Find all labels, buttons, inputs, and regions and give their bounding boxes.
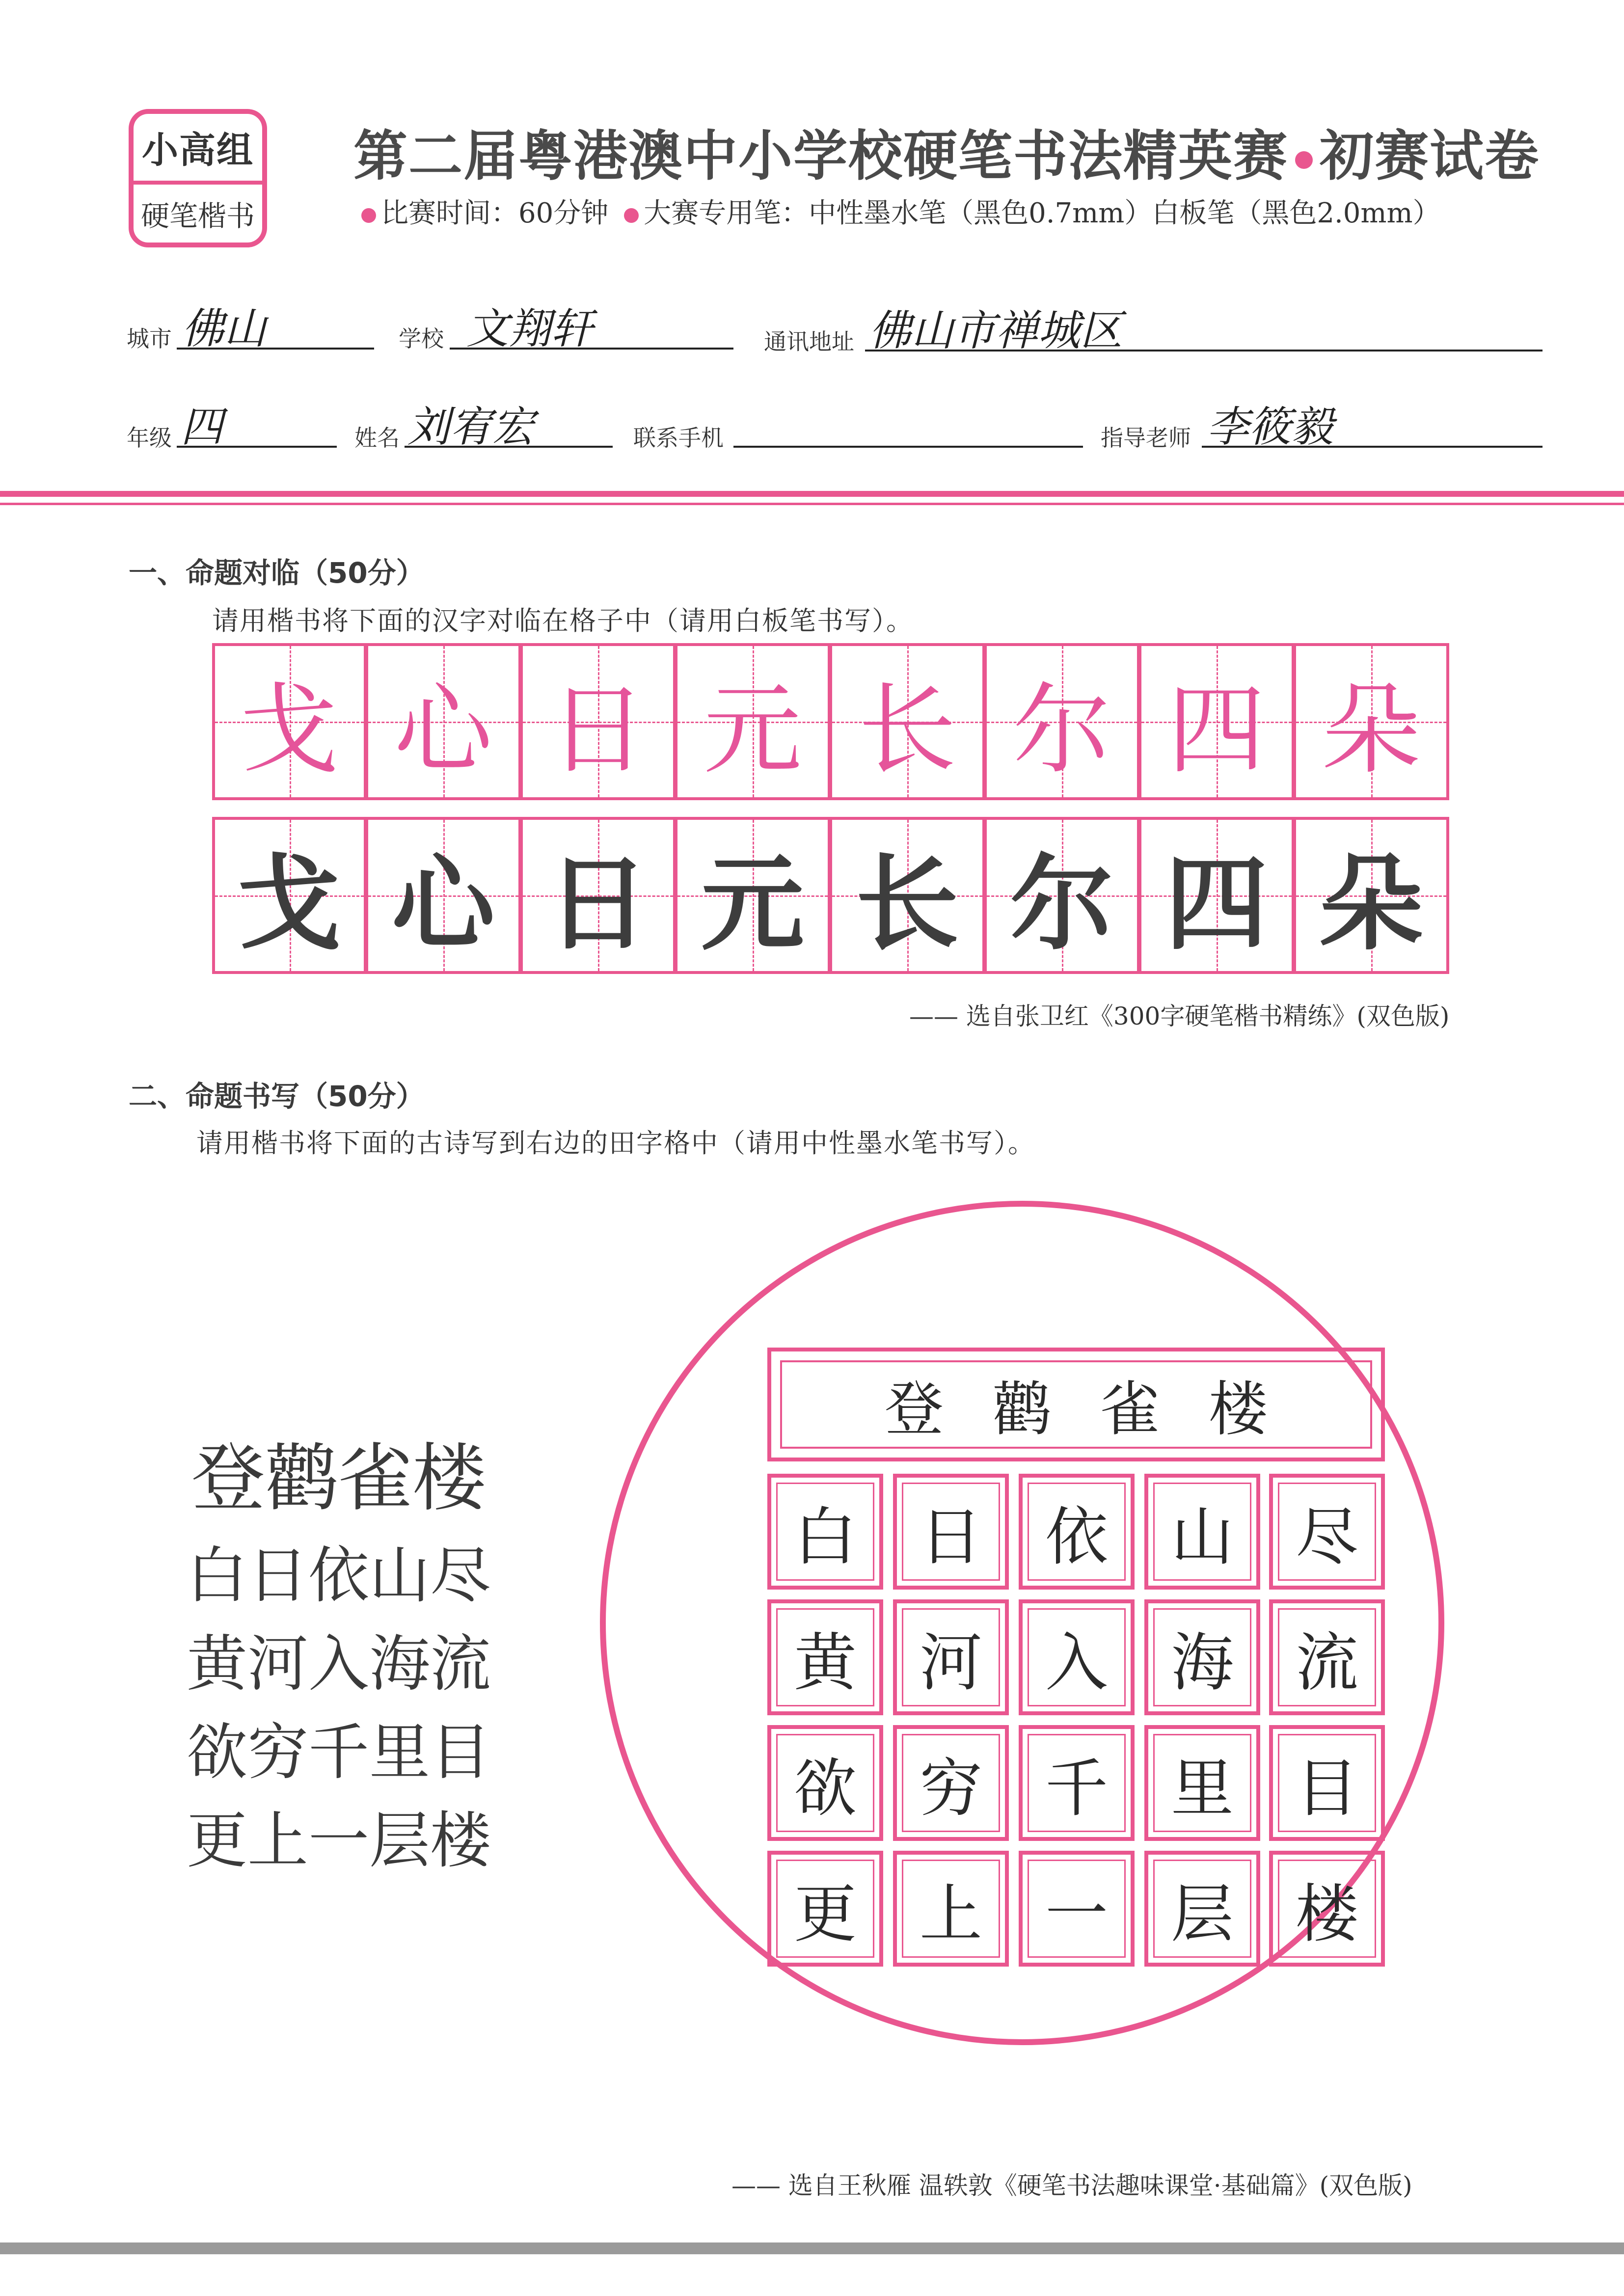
poem-line: 白日依山尽	[187, 1540, 491, 1611]
exam-title-sub: 初赛试卷	[1320, 125, 1540, 188]
written-poem-title: 登鹳雀楼	[885, 1376, 1317, 1444]
written-char-cell[interactable]	[367, 817, 521, 974]
poem-grid-cell[interactable]	[1144, 1599, 1260, 1715]
page-bottom-bar	[0, 2242, 1624, 2254]
city-value: 佛山	[182, 304, 266, 353]
poem-grid-cell[interactable]	[893, 1474, 1009, 1590]
name-label: 姓名	[354, 425, 400, 451]
written-char-cell[interactable]	[831, 817, 985, 974]
poem-grid-cell[interactable]	[1269, 1725, 1385, 1841]
poem-grid-cell[interactable]	[1269, 1474, 1385, 1590]
written-char-cell[interactable]	[676, 817, 831, 974]
section2-title: 二、命题书写（50分）	[129, 1080, 425, 1113]
written-char: 朵	[1319, 843, 1423, 964]
poem-grid-cell[interactable]	[767, 1599, 883, 1715]
poem-grid-cell[interactable]	[1144, 1725, 1260, 1841]
written-poem-char: 日	[919, 1501, 982, 1574]
model-char: 四	[1167, 673, 1266, 787]
model-char-cell	[1140, 643, 1295, 800]
written-char-cell[interactable]	[212, 817, 367, 974]
section2-credit: —— 选自王秋雁 温轶敦《硬笔书法趣味课堂·基础篇》(双色版)	[731, 2171, 1412, 2200]
address-label: 通讯地址	[764, 328, 854, 355]
written-poem-char: 尽	[1295, 1501, 1358, 1574]
model-char-cell	[1295, 643, 1449, 800]
title-dot-icon	[1295, 151, 1313, 169]
written-poem-char: 更	[793, 1878, 857, 1951]
written-poem-char: 入	[1045, 1626, 1108, 1700]
written-poem-char: 欲	[793, 1752, 857, 1825]
poem-grid-cell[interactable]	[1144, 1851, 1260, 1967]
written-char-cell[interactable]	[1295, 817, 1449, 974]
written-char: 长	[855, 843, 959, 964]
model-char: 日	[548, 673, 647, 787]
exam-time: 比赛时间：60分钟	[381, 197, 609, 229]
badge-category: 硬笔楷书	[140, 199, 255, 233]
exam-rules	[361, 191, 1540, 231]
poem-grid-cell[interactable]	[767, 1725, 883, 1841]
written-char-row	[212, 817, 1449, 974]
bullet-icon	[624, 208, 639, 223]
section1-instruction: 请用楷书将下面的汉字对临在格子中（请用白板笔书写）。	[212, 605, 914, 636]
model-char: 心	[394, 673, 492, 787]
model-char-cell	[212, 643, 367, 800]
poem-line: 欲穷千里目	[187, 1717, 491, 1788]
written-poem-char: 白	[793, 1501, 857, 1574]
poem-grid-cell[interactable]	[1269, 1599, 1385, 1715]
written-poem-char: 穷	[919, 1752, 982, 1825]
group-badge	[129, 109, 267, 247]
model-char: 长	[858, 673, 956, 787]
exam-title-main: 第二届粤港澳中小学校硬笔书法精英赛	[353, 125, 1288, 188]
bullet-icon	[361, 208, 376, 223]
name-value: 刘宥宏	[407, 403, 534, 452]
model-char-cell	[521, 643, 676, 800]
written-poem-char: 海	[1170, 1626, 1234, 1700]
exam-pens: 大赛专用笔：中性墨水笔（黑色0.7mm）白板笔（黑色2.0mm）	[644, 197, 1440, 229]
section1-credit: —— 选自张卫红《300字硬笔楷书精练》(双色版)	[909, 1002, 1450, 1030]
written-char-cell[interactable]	[985, 817, 1140, 974]
poem-grid-cell[interactable]	[767, 1851, 883, 1967]
written-poem-char: 目	[1295, 1752, 1358, 1825]
model-char-cell	[676, 643, 831, 800]
written-poem-char: 千	[1045, 1752, 1108, 1825]
poem-grid-cell[interactable]	[1269, 1851, 1385, 1967]
poem-line: 黄河入海流	[187, 1629, 491, 1700]
poem-grid-cell[interactable]	[1019, 1851, 1135, 1967]
written-char-cell[interactable]	[521, 817, 676, 974]
written-char: 尔	[1010, 843, 1113, 964]
written-char: 四	[1164, 843, 1268, 964]
badge-group: 小高组	[142, 129, 254, 171]
model-char: 戈	[240, 673, 339, 787]
grade-label: 年级	[127, 425, 172, 451]
written-poem-char: 一	[1045, 1878, 1108, 1951]
badge-divider	[134, 181, 262, 185]
section2-instruction: 请用楷书将下面的古诗写到右边的田字格中（请用中性墨水笔书写）。	[196, 1128, 1035, 1159]
model-char-cell	[985, 643, 1140, 800]
header-divider	[0, 491, 1624, 497]
model-char: 朵	[1322, 673, 1420, 787]
written-char: 戈	[238, 843, 341, 964]
model-char: 尔	[1012, 673, 1111, 787]
poem-title: 登鹳雀楼	[191, 1436, 487, 1521]
poem-grid-cell[interactable]	[1144, 1474, 1260, 1590]
poem-line: 更上一层楼	[187, 1806, 491, 1876]
section1-title: 一、命题对临（50分）	[129, 556, 425, 590]
written-poem-char: 上	[919, 1878, 982, 1951]
written-char: 心	[391, 843, 495, 964]
poem-grid-cell[interactable]	[893, 1851, 1009, 1967]
written-char: 元	[701, 843, 804, 964]
written-poem-char: 依	[1045, 1501, 1108, 1574]
phone-label: 联系手机	[633, 425, 724, 451]
teacher-label: 指导老师	[1101, 425, 1191, 451]
written-poem-char: 河	[919, 1626, 982, 1700]
teacher-value: 李筱毅	[1207, 403, 1333, 452]
header-divider-thin	[0, 503, 1624, 505]
city-label: 城市	[127, 325, 172, 352]
model-char-cell	[831, 643, 985, 800]
poem-grid-cell[interactable]	[1019, 1474, 1135, 1590]
written-title-box[interactable]	[767, 1348, 1385, 1461]
written-poem-char: 层	[1170, 1878, 1234, 1951]
poem-grid-cell[interactable]	[767, 1474, 883, 1590]
poem-grid-cell[interactable]	[1019, 1725, 1135, 1841]
model-char-cell	[367, 643, 521, 800]
written-char: 日	[546, 843, 650, 964]
written-poem-char: 黄	[793, 1626, 857, 1700]
phone-field[interactable]	[733, 446, 1083, 448]
exam-title	[353, 113, 1540, 188]
written-poem-char: 山	[1170, 1501, 1234, 1574]
model-char: 元	[703, 673, 802, 787]
school-label: 学校	[399, 325, 444, 352]
poem-grid-cell[interactable]	[893, 1599, 1009, 1715]
written-poem-char: 流	[1295, 1626, 1358, 1700]
address-value: 佛山市禅城区	[869, 306, 1122, 355]
poem-grid-cell[interactable]	[1019, 1599, 1135, 1715]
grade-value: 四	[181, 403, 223, 452]
written-poem-char: 楼	[1295, 1878, 1358, 1951]
school-value: 文翔轩	[466, 304, 593, 353]
written-char-cell[interactable]	[1140, 817, 1295, 974]
model-char-row	[212, 643, 1449, 800]
poem-grid-cell[interactable]	[893, 1725, 1009, 1841]
written-poem-char: 里	[1170, 1752, 1234, 1825]
